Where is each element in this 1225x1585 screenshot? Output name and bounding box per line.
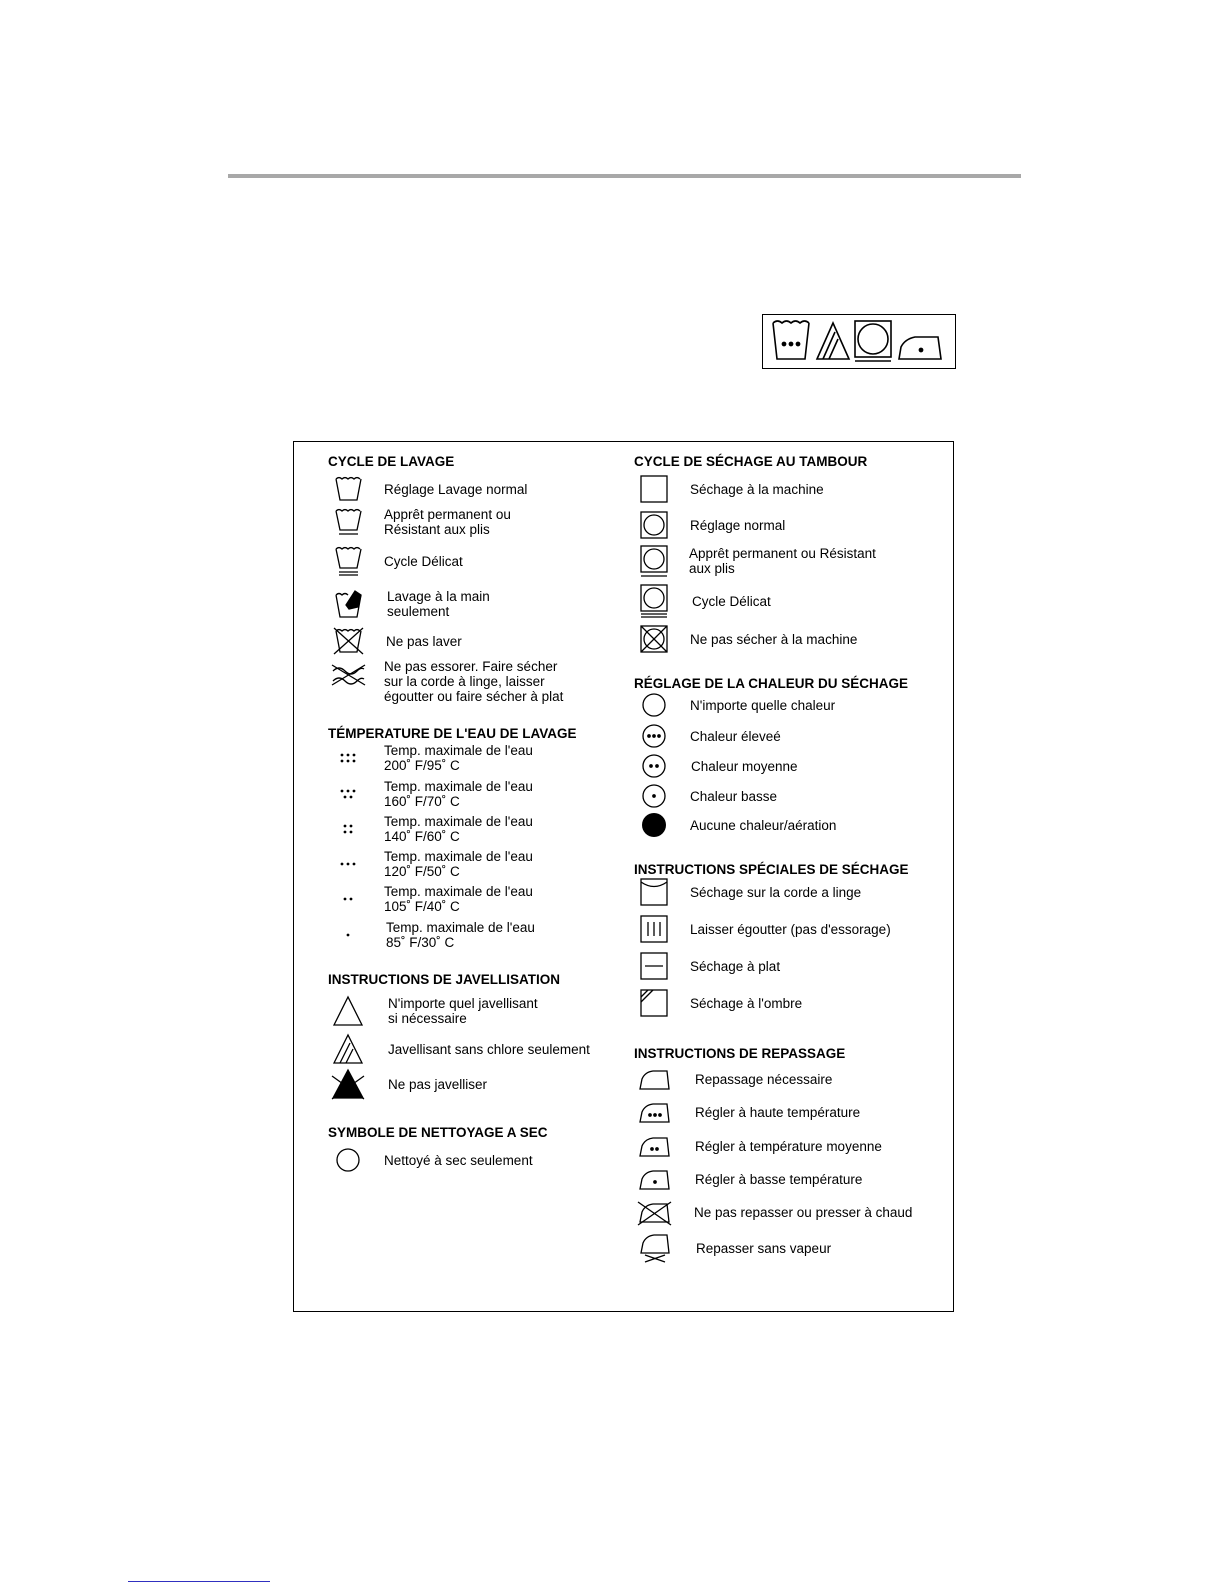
three-dots-icon bbox=[328, 847, 368, 881]
six-dots-icon bbox=[328, 741, 368, 775]
wash-item-permanent-press: Apprêt permanent ou Résistant aux plis bbox=[328, 505, 511, 539]
heat-item-low: Chaleur basse bbox=[634, 779, 777, 813]
dry-flat-icon bbox=[634, 949, 674, 983]
iron-item-no-steam: Repasser sans vapeur bbox=[634, 1231, 831, 1265]
iron-item-high: Régler à haute température bbox=[634, 1095, 860, 1129]
water-temp-title: TÉMPERATURE DE L'EAU DE LAVAGE bbox=[328, 726, 577, 741]
bleach-item-any: N'importe quel javellisant si nécessaire bbox=[328, 994, 538, 1028]
one-dot-icon bbox=[328, 918, 368, 952]
high-heat-icon bbox=[634, 719, 674, 753]
wash-cycle-title: CYCLE DE LAVAGE bbox=[328, 454, 455, 469]
heat-item-any: N'importe quelle chaleur bbox=[634, 688, 835, 722]
special-item-line-dry: Séchage sur la corde a linge bbox=[634, 875, 861, 909]
line-dry-icon bbox=[634, 875, 674, 909]
special-drying-title: INSTRUCTIONS SPÉCIALES DE SÉCHAGE bbox=[634, 862, 909, 877]
tumble-dry-permanent-press-icon bbox=[634, 544, 674, 578]
wash-item-do-not-wring: Ne pas essorer. Faire sécher sur la corde à linge, laisser égoutter ou faire sécher à plat bbox=[328, 659, 563, 704]
any-heat-icon bbox=[634, 688, 674, 722]
tumble-dry-delicate-icon bbox=[634, 584, 674, 618]
ironing-title: INSTRUCTIONS DE REPASSAGE bbox=[634, 1046, 846, 1061]
iron-low-icon bbox=[899, 337, 941, 359]
iron-item-do-not: Ne pas repasser ou presser à chaud bbox=[634, 1195, 912, 1229]
hand-wash-icon bbox=[328, 587, 368, 621]
heat-item-medium: Chaleur moyenne bbox=[634, 749, 798, 783]
header-rule bbox=[228, 174, 1021, 178]
tumble-item-machine: Séchage à la machine bbox=[634, 472, 824, 506]
special-item-shade: Séchage à l'ombre bbox=[634, 986, 802, 1020]
temp-item-140: Temp. maximale de l'eau 140˚ F/60˚ C bbox=[328, 812, 533, 846]
heat-title: RÉGLAGE DE LA CHALEUR DU SÉCHAGE bbox=[634, 676, 909, 691]
heat-item-high: Chaleur éleveé bbox=[634, 719, 781, 753]
do-not-wash-icon bbox=[328, 624, 368, 658]
wash-item-do-not-wash: Ne pas laver bbox=[328, 624, 462, 658]
tumble-item-delicate: Cycle Délicat bbox=[634, 584, 771, 618]
dry-clean-item: Nettoyé à sec seulement bbox=[328, 1143, 533, 1177]
bleach-item-do-not: Ne pas javelliser bbox=[328, 1067, 487, 1101]
temp-item-105: Temp. maximale de l'eau 105˚ F/40˚ C bbox=[328, 882, 533, 916]
do-not-bleach-icon bbox=[328, 1067, 368, 1101]
drip-dry-icon bbox=[634, 912, 674, 946]
bleach-non-chlorine-icon bbox=[817, 323, 849, 359]
no-heat-icon bbox=[634, 808, 674, 842]
special-item-drip-dry: Laisser égoutter (pas d'essorage) bbox=[634, 912, 891, 946]
five-dots-icon bbox=[328, 777, 368, 811]
washtub-delicate-icon bbox=[328, 544, 368, 578]
four-dots-icon bbox=[328, 812, 368, 846]
dry-clean-icon bbox=[328, 1143, 368, 1177]
tumble-dry-normal-icon bbox=[855, 321, 891, 361]
iron-medium-icon bbox=[634, 1129, 674, 1163]
iron-low-icon bbox=[634, 1162, 674, 1196]
iron-no-steam-icon bbox=[634, 1231, 674, 1265]
temp-item-85: Temp. maximale de l'eau 85˚ F/30˚ C bbox=[328, 918, 535, 952]
tumble-dry-normal-icon bbox=[634, 508, 674, 542]
iron-item-low: Régler à basse température bbox=[634, 1162, 862, 1196]
heat-item-none: Aucune chaleur/aération bbox=[634, 808, 836, 842]
dry-clean-title: SYMBOLE DE NETTOYAGE A SEC bbox=[328, 1125, 548, 1140]
do-not-tumble-dry-icon bbox=[634, 622, 674, 656]
tumble-item-normal: Réglage normal bbox=[634, 508, 785, 542]
washtub-permanent-press-icon bbox=[328, 505, 368, 539]
iron-item-required: Repassage nécessaire bbox=[634, 1062, 832, 1096]
bleach-item-non-chlorine: Javellisant sans chlore seulement bbox=[328, 1032, 590, 1066]
bleach-title: INSTRUCTIONS DE JAVELLISATION bbox=[328, 972, 561, 987]
do-not-iron-icon bbox=[634, 1195, 674, 1229]
wash-item-delicate: Cycle Délicat bbox=[328, 544, 463, 578]
dry-in-shade-icon bbox=[634, 986, 674, 1020]
iron-item-medium: Régler à température moyenne bbox=[634, 1129, 882, 1163]
tumble-dry-square-icon bbox=[634, 472, 674, 506]
iron-icon bbox=[634, 1062, 674, 1096]
wash-item-normal: Réglage Lavage normal bbox=[328, 472, 527, 506]
temp-item-160: Temp. maximale de l'eau 160˚ F/70˚ C bbox=[328, 777, 533, 811]
tumble-item-permanent-press: Apprêt permanent ou Résistant aux plis bbox=[634, 544, 876, 578]
bottom-link-underline[interactable] bbox=[128, 1581, 270, 1582]
wash-item-hand-wash: Lavage à la main seulement bbox=[328, 587, 490, 621]
care-symbols-panel bbox=[293, 441, 954, 1312]
tumble-dry-title: CYCLE DE SÉCHAGE AU TAMBOUR bbox=[634, 454, 868, 469]
iron-high-icon bbox=[634, 1095, 674, 1129]
special-item-dry-flat: Séchage à plat bbox=[634, 949, 780, 983]
medium-heat-icon bbox=[634, 749, 674, 783]
washtub-three-dots-icon bbox=[773, 321, 809, 359]
washtub-normal-icon bbox=[328, 472, 368, 506]
temp-item-200: Temp. maximale de l'eau 200˚ F/95˚ C bbox=[328, 741, 533, 775]
tumble-item-do-not: Ne pas sécher à la machine bbox=[634, 622, 857, 656]
bleach-any-icon bbox=[328, 994, 368, 1028]
temp-item-120: Temp. maximale de l'eau 120˚ F/50˚ C bbox=[328, 847, 533, 881]
do-not-wring-icon bbox=[328, 659, 368, 693]
two-dots-icon bbox=[328, 882, 368, 916]
bleach-non-chlorine-icon bbox=[328, 1032, 368, 1066]
sample-care-label bbox=[762, 314, 956, 369]
